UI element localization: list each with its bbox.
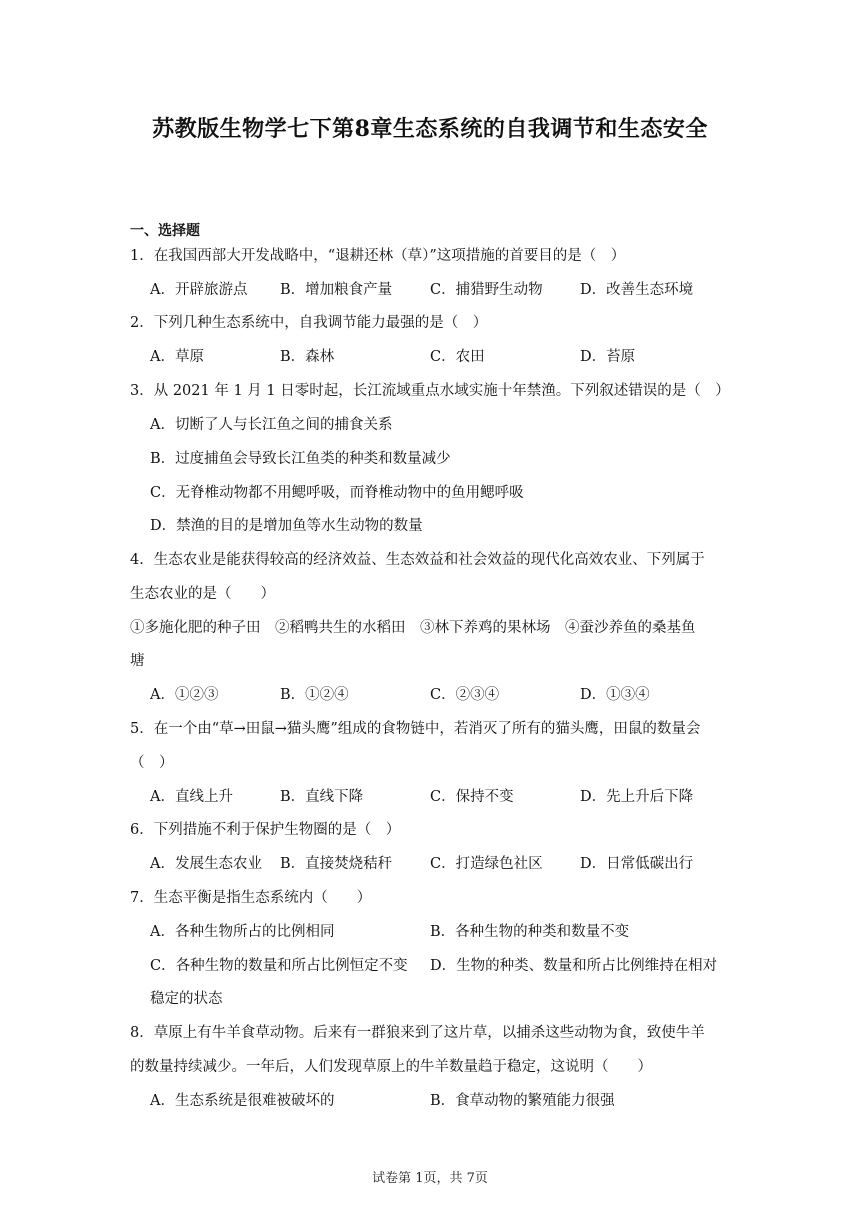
option-b: B．过度捕鱼会导致长江鱼类的种类和数量减少 <box>150 451 451 467</box>
question-4-stem: 4．生态农业是能获得较高的经济效益、生态效益和社会效益的现代化高效农业、下列属于 <box>130 552 705 568</box>
document-title: 苏教版生物学七下第8章生态系统的自我调节和生态安全 <box>152 116 708 142</box>
option-c: C．农田 <box>430 349 485 365</box>
option-a: A．直线上升 <box>150 789 233 805</box>
option-a: A．切断了人与长江鱼之间的捕食关系 <box>150 417 393 433</box>
question-4-stem-cont: 生态农业的是（ ） <box>130 586 275 602</box>
question-5-stem-cont: （ ） <box>130 755 174 771</box>
option-a: A．开辟旅游点 <box>150 282 248 298</box>
page-footer: 试卷第 1页，共 7页 <box>372 1171 488 1186</box>
question-1-stem: 1．在我国西部大开发战略中，“退耕还林（草）”这项措施的首要目的是（ ） <box>130 248 626 264</box>
question-4-items-cont: 塘 <box>130 653 145 669</box>
option-d: D．先上升后下降 <box>580 789 694 805</box>
option-b: B．增加粮食产量 <box>280 282 393 298</box>
option-c: C．无脊椎动物都不用鳃呼吸，而脊椎动物中的鱼用鳃呼吸 <box>150 485 524 501</box>
option-c: C．打造绿色社区 <box>430 856 543 872</box>
option-d: D．①③④ <box>580 687 650 703</box>
question-3-stem: 3．从 2021 年 1 月 1 日零时起，长江流域重点水域实施十年禁渔。下列叙述错误的是（ ） <box>130 383 730 399</box>
option-b: B．森林 <box>280 349 335 365</box>
option-c: C．捕猎野生动物 <box>430 282 543 298</box>
question-7-stem: 7．生态平衡是指生态系统内（ ） <box>130 890 372 906</box>
question-8-stem: 8．草原上有牛羊食草动物。后来有一群狼来到了这片草，以捕杀这些动物为食，致使牛羊 <box>130 1025 705 1041</box>
question-6-stem: 6．下列措施不利于保护生物圈的是（ ） <box>130 822 401 838</box>
option-d: D．苔原 <box>580 349 636 365</box>
option-a: A．生态系统是很难被破坏的 <box>150 1093 335 1109</box>
section-heading: 一、选择题 <box>130 223 200 239</box>
option-c: C．保持不变 <box>430 789 514 805</box>
option-c: C．②③④ <box>430 687 500 703</box>
option-d: D．日常低碳出行 <box>580 856 694 872</box>
option-c: C．各种生物的数量和所占比例恒定不变 <box>150 958 408 974</box>
option-d: D．生物的种类、数量和所占比例维持在相对 <box>430 958 718 974</box>
option-b: B．①②④ <box>280 687 349 703</box>
option-a: A．发展生态农业 <box>150 856 262 872</box>
option-d-cont: 稳定的状态 <box>150 991 223 1007</box>
option-a: A．①②③ <box>150 687 219 703</box>
option-a: A．草原 <box>150 349 204 365</box>
option-a: A．各种生物所占的比例相同 <box>150 924 335 940</box>
option-b: B．直接焚烧秸秆 <box>280 856 393 872</box>
question-4-items: ①多施化肥的种子田 ②稻鸭共生的水稻田 ③林下养鸡的果林场 ④蚕沙养鱼的桑基鱼 <box>130 620 696 636</box>
option-d: D．禁渔的目的是增加鱼等水生动物的数量 <box>150 518 423 534</box>
question-8-stem-cont: 的数量持续减少。一年后，人们发现草原上的牛羊数量趋于稳定，这说明（ ） <box>130 1059 652 1075</box>
option-b: B．食草动物的繁殖能力很强 <box>430 1093 615 1109</box>
option-b: B．各种生物的种类和数量不变 <box>430 924 630 940</box>
option-b: B．直线下降 <box>280 789 364 805</box>
option-d: D．改善生态环境 <box>580 282 694 298</box>
question-2-stem: 2．下列几种生态系统中，自我调节能力最强的是（ ） <box>130 315 488 331</box>
question-5-stem: 5．在一个由“草→田鼠→猫头鹰”组成的食物链中，若消灭了所有的猫头鹰，田鼠的数量会 <box>130 721 701 737</box>
